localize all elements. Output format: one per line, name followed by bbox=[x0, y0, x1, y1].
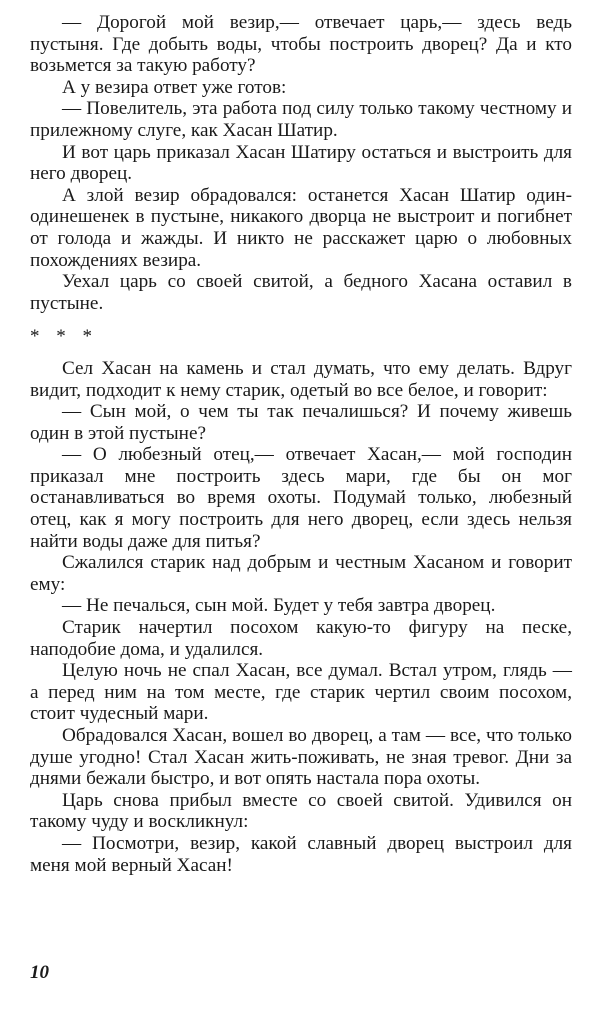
paragraph: Целую ночь не спал Хасан, все думал. Встал утром, глядь — а перед ним на том месте, где старик чертил своим посохом, стоит чудесный мари. bbox=[30, 660, 572, 725]
paragraph: Обрадовался Хасан, вошел во дворец, а там — все, что только душе угодно! Стал Хасан жить-поживать, не зная тревог. Дни за днями бежали быстро, и вот опять настала пора охоты. bbox=[30, 725, 572, 790]
paragraph: Сжалился старик над добрым и честным Хасаном и говорит ему: bbox=[30, 552, 572, 595]
paragraph: — О любезный отец,— отвечает Хасан,— мой господин приказал мне построить здесь мари, где бы он мог останавливаться во время охоты. Подумай только, любезный отец, как я могу построить для него дворец, если здесь нельзя найти воды даже для питья? bbox=[30, 444, 572, 552]
book-page bbox=[30, 12, 572, 876]
paragraph: — Сын мой, о чем ты так печалишься? И почему живешь один в этой пустыне? bbox=[30, 401, 572, 444]
paragraph: — Дорогой мой везир,— отвечает царь,— здесь ведь пустыня. Где добыть воды, чтобы построить дворец? Да и кто возьмется за такую работу? bbox=[30, 12, 572, 77]
paragraph: Старик начертил посохом какую-то фигуру на песке, наподобие дома, и удалился. bbox=[30, 617, 572, 660]
paragraph: А у везира ответ уже готов: bbox=[62, 76, 287, 98]
paragraph: Сел Хасан на камень и стал думать, что ему делать. Вдруг видит, подходит к нему старик, одетый во все белое, и говорит: bbox=[30, 357, 572, 401]
text-block-bottom bbox=[30, 358, 572, 876]
text-block-top bbox=[30, 12, 572, 314]
paragraph: И вот царь приказал Хасан Шатиру остаться и выстроить для него дворец. bbox=[30, 141, 572, 185]
paragraph: — Повелитель, эта работа под силу только такому честному и прилежному слуге, как Хасан Шатир. bbox=[30, 98, 572, 141]
page-number: 10 bbox=[30, 962, 49, 983]
section-separator: * * * bbox=[30, 326, 92, 348]
paragraph: — Не печалься, сын мой. Будет у тебя завтра дворец. bbox=[62, 595, 496, 617]
paragraph: А злой везир обрадовался: останется Хасан Шатир один-одинешенек в пустыне, никакого дворца не выстроит и погибнет от голода и жажды. И никто не расскажет царю о любовных похождениях везира. bbox=[30, 184, 572, 271]
paragraph: — Посмотри, везир, какой славный дворец выстроил для меня мой верный Хасан! bbox=[30, 832, 572, 876]
paragraph: Царь снова прибыл вместе со своей свитой. Удивился он такому чуду и воскликнул: bbox=[30, 789, 572, 833]
paragraph: Уехал царь со своей свитой, а бедного Хасана оставил в пустыне. bbox=[30, 271, 572, 314]
